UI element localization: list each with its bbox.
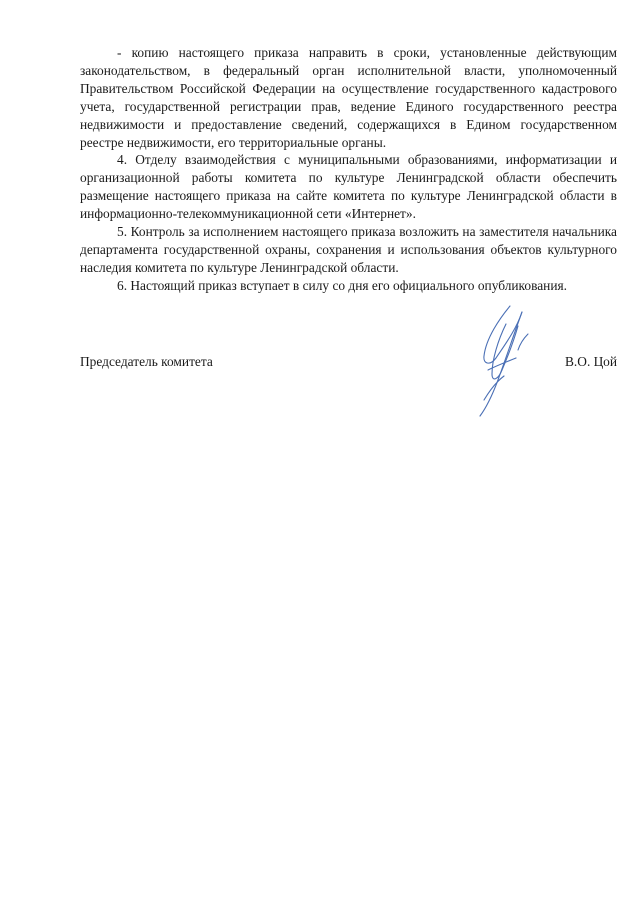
signatory-title: Председатель комитета	[80, 354, 213, 369]
paragraph-copy-order: - копию настоящего приказа направить в сроки, установленные действующим законодательством, в федеральный орган исполнительной власти, уполномоченный Правительством Российской Федерации на осуществление государственного кадастрового учета, государственной регистрации прав, ведение Единого государственного реестра недвижимости и предоставление сведений, содержащихся в Едином государственном реестре недвижимости, его территориальные органы.	[80, 45, 617, 150]
signatory-name: В.О. Цой	[565, 354, 617, 369]
paragraph-item-4: 4. Отделу взаимодействия с муниципальными образованиями, информатизации и организационной работы комитета по культуре Ленинградской области обеспечить размещение настоящего приказа на сайте комитета по культуре Ленинградской области в информационно-телекоммуникационной сети «Интернет».	[80, 152, 617, 222]
handwritten-signature	[448, 300, 543, 420]
document-body	[80, 44, 617, 295]
paragraph-item-5: 5. Контроль за исполнением настоящего приказа возложить на заместителя начальника департамента государственной охраны, сохранения и использования объектов культурного наследия комитета по культуре Ленинградской области.	[80, 224, 617, 275]
paragraph-item-6: 6. Настоящий приказ вступает в силу со дня его официального опубликования.	[117, 277, 567, 293]
